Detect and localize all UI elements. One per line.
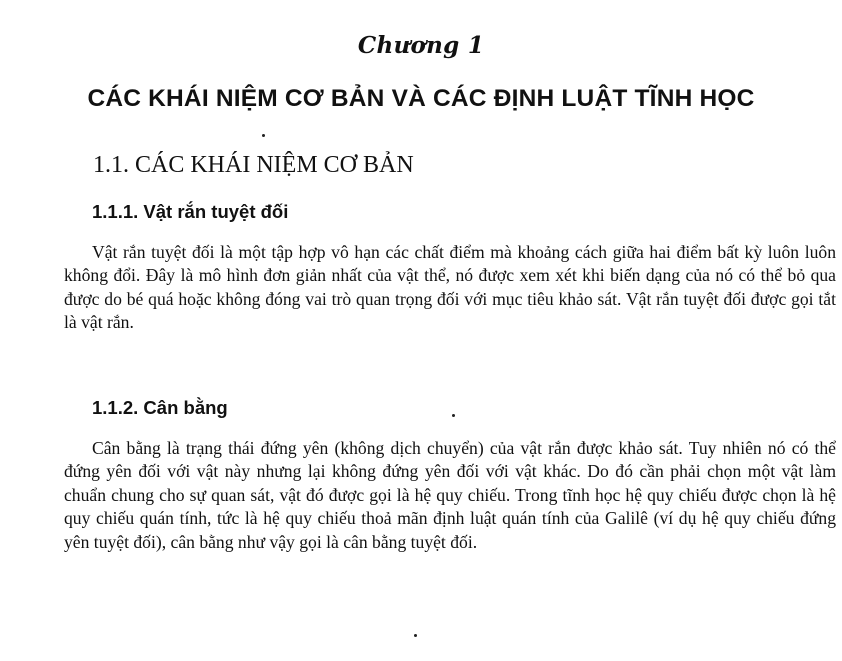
subsection-heading-equilibrium: 1.1.2. Cân bằng: [92, 397, 228, 418]
chapter-title: CÁC KHÁI NIỆM CƠ BẢN VÀ CÁC ĐỊNH LUẬT TĨNH HỌC: [87, 85, 755, 112]
scan-speck: [452, 414, 455, 417]
chapter-label: Chương 1: [357, 32, 485, 59]
section-heading: 1.1. CÁC KHÁI NIỆM CƠ BẢN: [93, 152, 414, 178]
scan-speck: [262, 134, 265, 137]
scan-speck: [414, 634, 417, 637]
paragraph-rigid-body: Vật rắn tuyệt đối là một tập hợp vô hạn các chất điểm mà khoảng cách giữa hai điểm bất kỳ luôn luôn không đổi. Đây là mô hình đơn giản nhất của vật thể, nó được xem xét khi biến dạng của nó có thể bỏ qua được do bé quá hoặc không đóng vai trò quan trọng đối với mục tiêu khảo sát. Vật rắn tuyệt đối được gọi tắt là vật rắn.: [64, 242, 836, 333]
subsection-heading-rigid-body: 1.1.1. Vật rắn tuyệt đối: [92, 201, 289, 222]
paragraph-equilibrium: Cân bằng là trạng thái đứng yên (không dịch chuyển) của vật rắn được khảo sát. Tuy nhiên nó có thể đứng yên đối với vật này nhưng lại không đứng yên đối với vật khác. Do đó cần phải chọn một vật làm chuẩn chung cho sự quan sát, vật đó được gọi là hệ quy chiếu. Trong tĩnh học hệ quy chiếu được chọn là hệ quy chiếu quán tính, tức là hệ quy chiếu thoả mãn định luật quán tính của Galilê (ví dụ hệ quy chiếu đứng yên tuyệt đối), cân bằng như vậy gọi là cân bằng tuyệt đối.: [64, 438, 836, 552]
